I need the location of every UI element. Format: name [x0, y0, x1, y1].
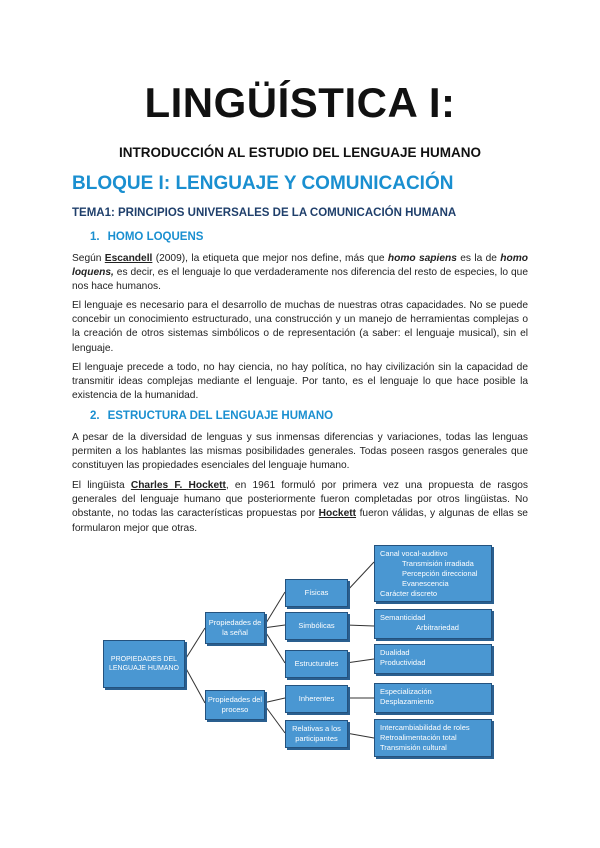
list-item: Productividad — [380, 658, 426, 667]
text-run: El lingüista — [72, 480, 131, 491]
term-homo-loquens: homo loquens, — [72, 253, 528, 279]
section-2-number: 2. — [90, 410, 100, 422]
author-escandell: Escandell — [104, 253, 153, 264]
text-run: fueron válidas, y algunas de ellas se formularon mejor que otras. — [72, 508, 528, 534]
text-run: es decir, es el lenguaje lo que verdaderamente nos diferencia del resto de especies, lo que nos hace humanos. — [72, 267, 528, 293]
author-hockett: Charles F. Hockett — [130, 480, 226, 491]
diagram-list-relativas — [374, 719, 492, 757]
list-item: Semanticidad — [380, 613, 426, 622]
diagram-node-propiedades-senal: Propiedades de la señal — [205, 612, 265, 644]
list-item: Percepción direccional — [402, 569, 478, 578]
list-item: Intercambiabilidad de roles — [380, 723, 470, 732]
diagram-node-fisicas: Físicas — [285, 579, 348, 607]
text-run: , en 1961 formuló por primera vez una propuesta de rasgos generales del lenguaje humano que posteriormente fueron completadas por otros lingüistas. No obstante, no todas las características propuestas por — [72, 480, 528, 520]
paragraph-lenguaje-necesario: El lenguaje es necesario para el desarrollo de muchas de nuestras otras capacidades. No se puede concebir un conocimiento estructurado, una construcción y un manejo de herramientas complejas o la creación de otros sistemas simbólicos o de representación (a saber: el lenguaje musical), sin el lenguaje. — [72, 300, 528, 354]
list-item: Transmisión cultural — [380, 743, 447, 752]
list-item: Transmisión irradiada — [402, 559, 474, 568]
diagram-node-estructurales: Estructurales — [285, 650, 348, 678]
text-run: (2009), la etiqueta que mejor nos define, más que — [152, 253, 388, 264]
diagram-list-estructurales — [374, 644, 492, 674]
diagram-list-inherentes — [374, 683, 492, 713]
section-1-number: 1. — [90, 231, 100, 243]
text-run: es la de — [456, 253, 501, 264]
tema-heading: TEMA1: PRINCIPIOS UNIVERSALES DE LA COMUNICACIÓN HUMANA — [72, 207, 457, 219]
section-2-title: ESTRUCTURA DEL LENGUAJE HUMANO — [107, 410, 334, 422]
author-hockett-2: Hockett — [318, 508, 357, 520]
diagram-node-inherentes: Inherentes — [285, 685, 348, 713]
bloque-heading: BLOQUE I: LENGUAJE Y COMUNICACIÓN — [72, 173, 454, 194]
text-run: Según — [72, 253, 105, 264]
list-item: Evanescencia — [402, 579, 449, 588]
term-homo-sapiens: homo sapiens — [387, 253, 457, 264]
page-title: LINGÜÍSTICA I: — [144, 79, 456, 126]
list-item: Retroalimentación total — [380, 733, 457, 742]
paragraph-lenguaje-precede: El lenguaje precede a todo, no hay ciencia, no hay política, no hay civilización sin la capacidad de transmitir ideas complejas mediante el lenguaje. Por tanto, es el lenguaje lo que hace posible la existencia de la humanidad. — [72, 362, 528, 402]
page-subtitle: INTRODUCCIÓN AL ESTUDIO DEL LENGUAJE HUMANO — [118, 145, 481, 160]
list-item: Desplazamiento — [380, 697, 434, 706]
list-item: Dualidad — [380, 648, 410, 657]
diagram-node-relativas: Relativas a los participantes — [285, 720, 348, 748]
diagram-node-propiedades-proceso: Propiedades del proceso — [205, 690, 265, 720]
diagram-node-simbolicas: Simbólicas — [285, 612, 348, 640]
list-item: Canal vocal-auditivo — [380, 549, 448, 558]
list-item: Carácter discreto — [380, 589, 438, 598]
diagram-list-fisicas — [374, 545, 492, 602]
list-item: Arbitrariedad — [416, 623, 459, 632]
diagram-list-simbolicas — [374, 609, 492, 639]
diagram-root-node: PROPIEDADES DEL LENGUAJE HUMANO — [103, 640, 185, 688]
paragraph-diversidad: A pesar de la diversidad de lenguas y sus inmensas diferencias y variaciones, todas las lenguas permiten a los hablantes las mismas posibilidades generales. Todas poseen rasgos generales que constituyen las propiedades esenciales del lenguaje humano. — [72, 432, 528, 472]
list-item: Especialización — [380, 687, 432, 696]
section-1-title: HOMO LOQUENS — [107, 231, 204, 243]
